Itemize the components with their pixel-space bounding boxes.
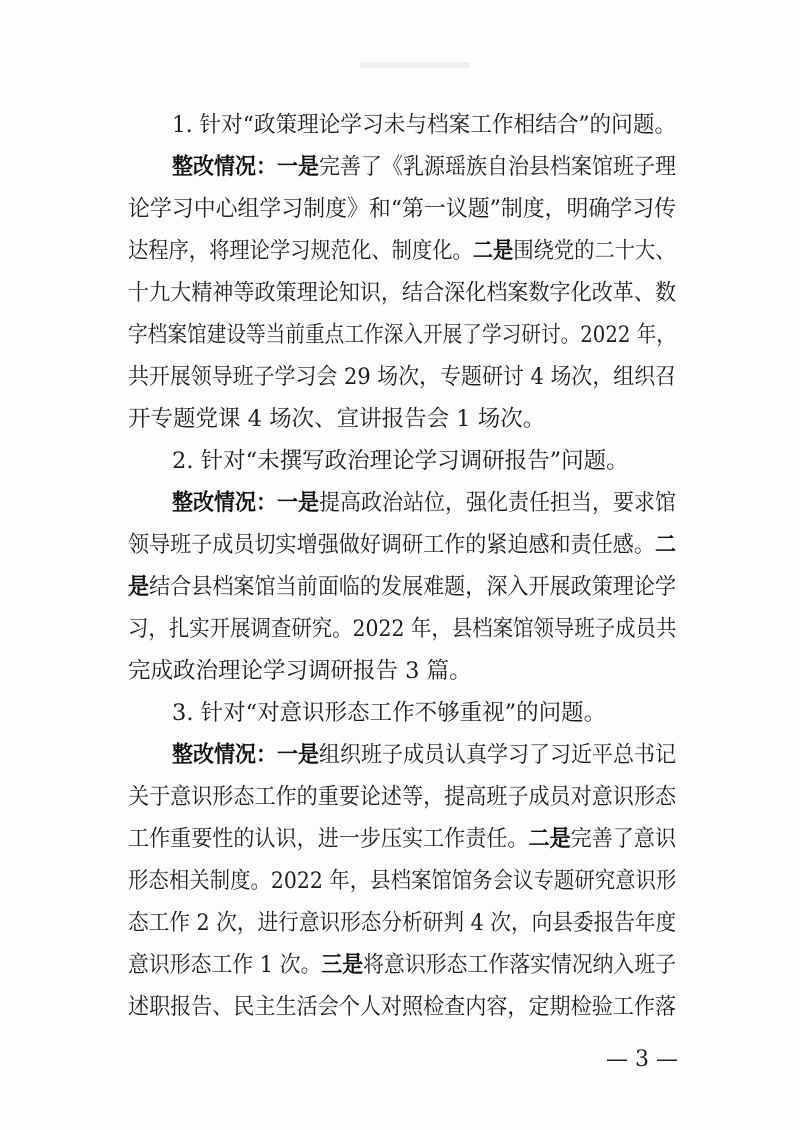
section-1-line-3: 达程序，将理论学习规范化、制度化。二是围绕党的二十大、 <box>128 238 676 264</box>
first-point-label: 一是 <box>277 154 320 180</box>
section-3-heading: 3. 针对“对意识形态工作不够重视”的问题。 <box>172 700 607 726</box>
section-3-line-2: 关于意识形态工作的重要论述等，提高班子成员对意识形态 <box>128 784 677 810</box>
first-point-label: 一是 <box>277 742 320 768</box>
rectification-label: 整改情况： <box>172 490 278 516</box>
section-1-heading: 1. 针对“政策理论学习未与档案工作相结合”的问题。 <box>172 112 677 138</box>
section-3-line-4: 形态相关制度。2022 年，县档案馆馆务会议专题研究意识形 <box>128 868 677 894</box>
section-2-line-5: 完成政治理论学习调研报告 3 篇。 <box>128 658 472 684</box>
rectification-label: 整改情况： <box>172 742 278 768</box>
section-3-line-7: 述职报告、民主生活会个人对照检查内容，定期检验工作落 <box>128 994 677 1020</box>
section-2-heading: 2. 针对“未撰写政治理论学习调研报告”问题。 <box>172 448 629 474</box>
section-1-line-1: 整改情况：一是完善了《乳源瑶族自治县档案馆班子理 <box>172 154 677 180</box>
section-1-line-5: 字档案馆建设等当前重点工作深入开展了学习研讨。2022 年， <box>128 322 676 348</box>
page-number: — 3 — <box>606 1047 678 1072</box>
section-2-line-3: 是结合县档案馆当前面临的发展难题，深入开展政策理论学 <box>128 574 677 600</box>
section-1-line-2: 论学习中心组学习制度》和“第一议题”制度，明确学习传 <box>128 196 677 222</box>
first-point-label: 一是 <box>277 490 320 516</box>
second-point-label: 二是 <box>528 826 571 852</box>
section-2-line-2: 领导班子成员切实增强做好调研工作的紧迫感和责任感。二 <box>128 532 677 558</box>
section-1-line-4: 十九大精神等政策理论知识，结合深化档案数字化改革、数 <box>128 280 677 306</box>
section-1-line-7: 开专题党课 4 场次、宣讲报告会 1 场次。 <box>128 406 546 432</box>
third-point-label: 三是 <box>321 952 364 978</box>
second-point-label-start: 二 <box>654 532 677 558</box>
section-3-line-1: 整改情况：一是组织班子成员认真学习了习近平总书记 <box>172 742 677 768</box>
scan-smudge <box>360 62 470 68</box>
second-point-label-end: 是 <box>128 574 150 600</box>
section-2-line-1: 整改情况：一是提高政治站位，强化责任担当，要求馆 <box>172 490 677 516</box>
second-point-label: 二是 <box>472 238 514 264</box>
section-2-line-4: 习，扎实开展调查研究。2022 年，县档案馆领导班子成员共 <box>128 616 677 642</box>
section-1-line-6: 共开展领导班子学习会 29 场次，专题研讨 4 场次，组织召 <box>128 364 677 390</box>
section-3-line-3: 工作重要性的认识，进一步压实工作责任。二是完善了意识 <box>128 826 677 852</box>
section-3-line-5: 态工作 2 次，进行意识形态分析研判 4 次，向县委报告年度 <box>128 910 677 936</box>
rectification-label: 整改情况： <box>172 154 278 180</box>
section-3-line-6: 意识形态工作 1 次。三是将意识形态工作落实情况纳入班子 <box>128 952 677 978</box>
